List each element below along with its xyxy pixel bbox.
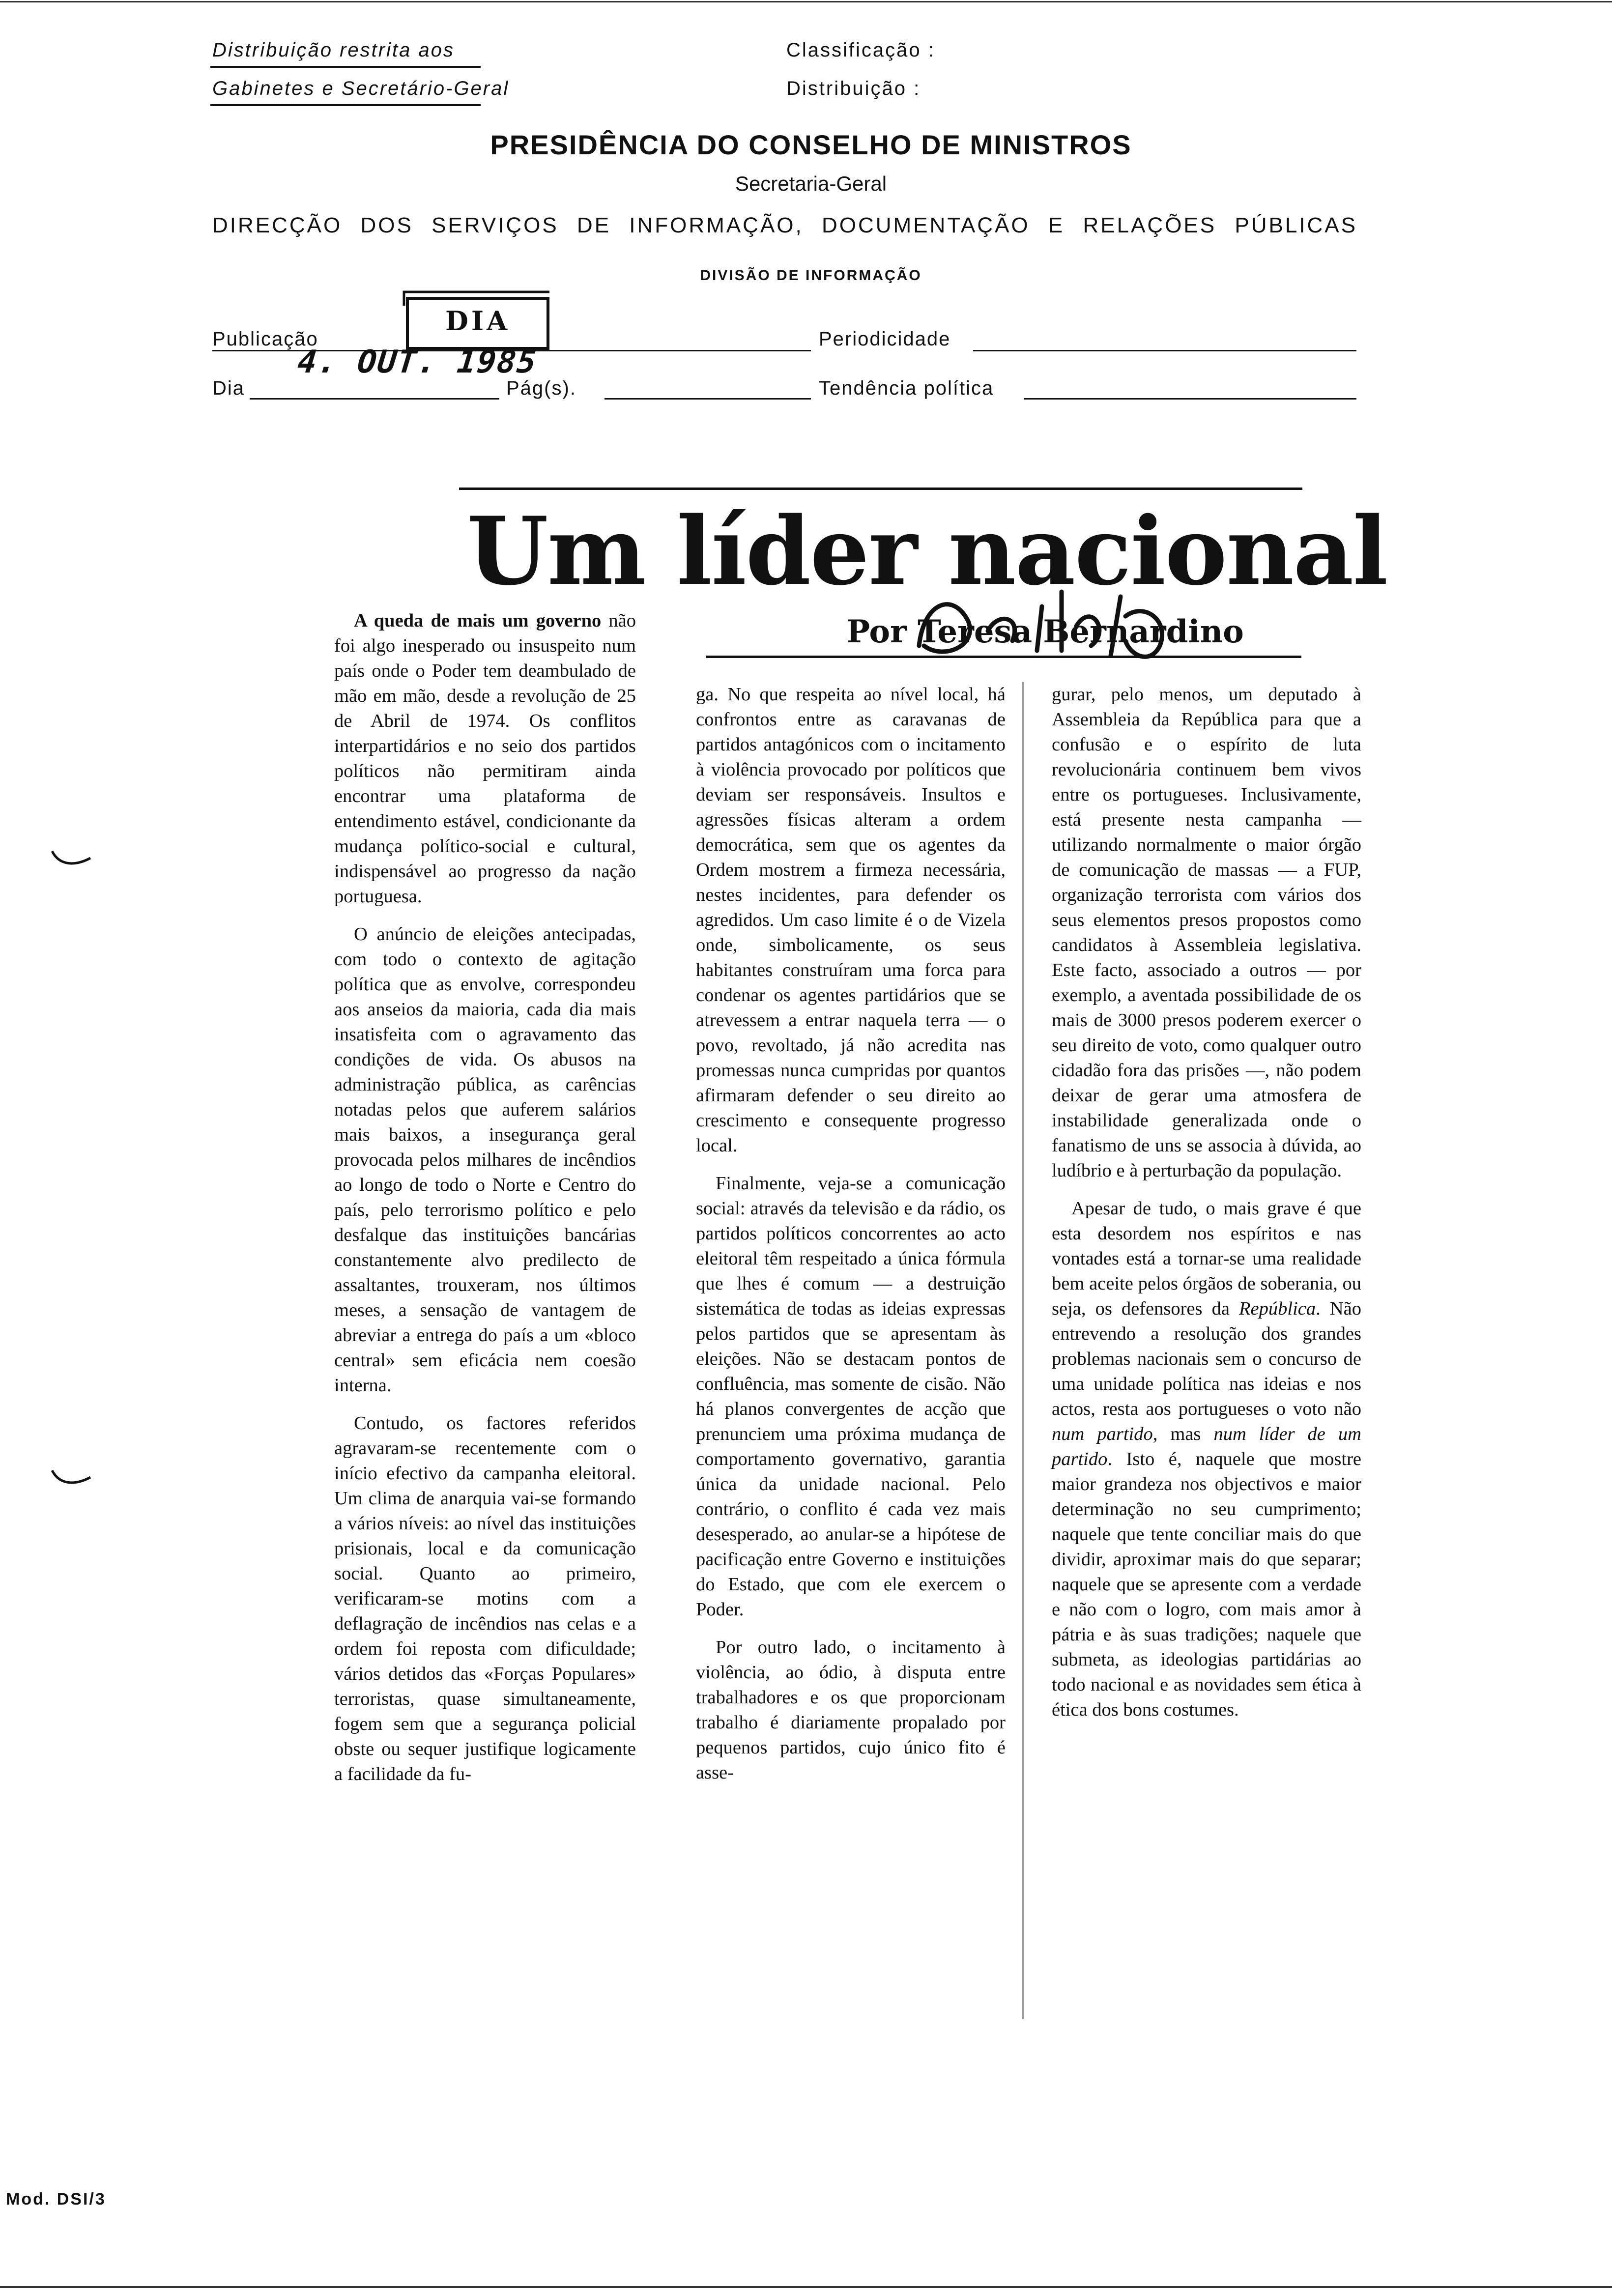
col3-p2-part-a: Apesar de tudo, o mais grave é que esta desordem nos espíritos e nas vontades está a tornar-se uma realidade bem aceite pelos órgãos de soberania, ou seja, os defensores da bbox=[1052, 1198, 1361, 1319]
article-headline: Um líder nacional bbox=[467, 496, 1387, 606]
publicacao-label: Publicação bbox=[212, 328, 318, 350]
dia-date-stamp: 4. OUT. 1985 bbox=[296, 344, 539, 380]
col3-p2-part-b: . Não entrevendo a resolução dos grandes problemas nacionais sem o concurso de uma unidade política nas ideias e nos actos, resta aos portugueses o voto não bbox=[1052, 1298, 1361, 1419]
dia-label: Dia bbox=[212, 377, 245, 399]
article-byline: Por Teresa Bernardino bbox=[846, 613, 1244, 650]
ministry-title: PRESIDÊNCIA DO CONSELHO DE MINISTROS bbox=[490, 129, 1132, 160]
classificacao-label: Classificação : bbox=[786, 39, 935, 61]
dia-line bbox=[250, 398, 499, 400]
periodicidade-line bbox=[973, 350, 1356, 351]
stamp-bracket-icon bbox=[402, 288, 554, 308]
col3-paragraph-2 bbox=[1052, 1196, 1361, 1722]
col2-paragraph-3: Por outro lado, o incitamento à violência, ao ódio, à disputa entre trabalhadores e os que proporcionam trabalho é diariamente propalado por pequenos partidos, cujo único fito é asse- bbox=[696, 1637, 1006, 1783]
col2-paragraph-2: Finalmente, veja-se a comunicação social: através da televisão e da rádio, os partidos políticos concorrentes ao acto eleitoral têm respeitado a única fórmula que lhes é comum — a destruição sistemática de todas as ideias expressas pelos partidos que se apresentam às eleições. Não se destacam pontos de confluência, mas somente de cisão. Não há planos convergentes de acção que prenunciem uma próxima mudança de comportamento governativo, garantia única da unidade nacional. Pelo contrário, o conflito é cada vez mais desesperado, ao anular-se a hipótese de pacificação entre Governo e instituições do Estado, que com ele exercem o Poder. bbox=[696, 1173, 1006, 1620]
restricted-distribution-line1: Distribuição restrita aos bbox=[212, 39, 455, 61]
handwritten-annotation-text bbox=[924, 575, 929, 580]
col2-paragraph-1: ga. No que respeita ao nível local, há confrontos entre as caravanas de partidos antagónicos com o incitamento à violência provocado por políticos que deviam ser responsáveis. Insultos e agressões físicas alteram a ordem democrática, sem que os agentes da Ordem mostrem a firmeza necessária, nestes incidentes, para defender os agredidos. Um caso limite é o de Vizela onde, simbolicamente, os seus habitantes construíram uma forca para condenar os agentes partidários que se atrevessem a entrar naquela terra — o povo, revoltado, já não acredita nas promessas nunca cumpridas por quantos afirmaram defender o seu direito ao crescimento e consequente progresso local. bbox=[696, 684, 1006, 1156]
column-divider bbox=[1022, 682, 1024, 2019]
article-column-3 bbox=[1052, 682, 1361, 1722]
header-divider bbox=[210, 104, 481, 106]
article-column-2 bbox=[696, 682, 1006, 1785]
header-edge-rule bbox=[0, 1, 1612, 2]
divisao-title: DIVISÃO DE INFORMAÇÃO bbox=[700, 267, 922, 284]
headline-top-rule bbox=[459, 488, 1302, 490]
tendencia-line bbox=[1024, 398, 1356, 400]
secretaria-title: Secretaria-Geral bbox=[735, 172, 887, 195]
footer-edge-rule bbox=[0, 2286, 1612, 2288]
publicacao-stamp: DIA bbox=[406, 297, 549, 350]
distribuicao-label: Distribuição : bbox=[786, 78, 921, 99]
col3-p2-part-c: , mas bbox=[1152, 1424, 1214, 1444]
col1-paragraph-2: O anúncio de eleições antecipadas, com todo o contexto de agitação política que as envolve, correspondeu aos anseios da maioria, cada dia mais insatisfeita com o agravamento das condições de vida. Os abusos na administração pública, as carências notadas pelos que auferem salários mais baixos, a insegurança geral provocada pelos milhares de incêndios ao longo de todo o Norte e Centro do país, pelo terrorismo político e pelo desfalque das instituições bancárias constantemente alvo predilecto de assaltantes, trouxeram, nos últimos meses, a sensação de vantagem de abreviar a entrega do país a um «bloco central» sem eficácia nem coesão interna. bbox=[334, 924, 636, 1396]
col1-paragraph-1: não foi algo inesperado ou insuspeito num país onde o Poder tem deambulado de mão em mão, desde a revolução de 25 de Abril de 1974. Os conflitos interpartidários e no seio dos partidos políticos não permitiram ainda encontrar uma plataforma de entendimento estável, condicionante da mudança político-social e cultural, indispensável ao progresso da nação portuguesa. bbox=[334, 610, 636, 907]
periodicidade-label: Periodicidade bbox=[819, 328, 951, 350]
restricted-distribution-line2: Gabinetes e Secretário-Geral bbox=[212, 78, 510, 99]
col3-p2-italic-1: República bbox=[1239, 1298, 1316, 1319]
form-model-code: Mod. DSI/3 bbox=[6, 2190, 106, 2209]
col1-paragraph-3: Contudo, os factores referidos agravaram-se recentemente com o início efectivo da campanha eleitoral. Um clima de anarquia vai-se formando a vários níveis: ao nível das instituições prisionais, local e da comunicação social. Quanto ao primeiro, verificaram-se motins com a deflagração de incêndios nas celas e a ordem foi reposta com dificuldade; vários detidos das «Forças Populares» terroristas, quase simultaneamente, fogem sem que a segurança policial obste ou sequer justifique logicamente a facilidade da fu- bbox=[334, 1413, 636, 1784]
handwritten-annotation-icon bbox=[914, 572, 1189, 675]
pags-line bbox=[604, 398, 811, 400]
tendencia-label: Tendência política bbox=[819, 377, 994, 399]
direccao-title: DIRECÇÃO DOS SERVIÇOS DE INFORMAÇÃO, DOCUMENTAÇÃO E RELAÇÕES PÚBLICAS bbox=[212, 213, 1357, 237]
margin-checkmark-icon bbox=[49, 845, 93, 875]
col3-p2-part-d: . Isto é, naquele que mostre maior grandeza nos objectivos e maior determinação no seu cumprimento; naquele que tente conciliar mais do que dividir, aproximar mais do que separar; naquele que se apresente com a verdade e não com o logro, com mais amor à pátria e às suas tradições; naquele que submeta, as ideologias partidárias ao todo nacional e as novidades sem ética à ética dos bons costumes. bbox=[1052, 1449, 1361, 1720]
col3-p2-italic-2: num partido bbox=[1052, 1424, 1153, 1444]
pags-label: Pág(s). bbox=[506, 377, 576, 399]
header-divider bbox=[210, 66, 481, 68]
col3-p2-italic-3: num líder de um partido bbox=[1052, 1424, 1361, 1469]
margin-checkmark-icon bbox=[49, 1464, 93, 1494]
col3-paragraph-1: gurar, pelo menos, um deputado à Assembleia da República para que a confusão e o espírito de luta revolucionária continuem bem vivos entre os portugueses. Inclusivamente, está presente nesta campanha — utilizando normalmente o maior órgão de comunicação de massas — a FUP, organização terrorista com vários dos seus elementos presos propostos como candidatos à Assembleia legislativa. Este facto, associado a outros — por exemplo, a aventada possibilidade de os mais de 3000 presos poderem exercer o seu direito de voto, como qualquer outro cidadão fora das prisões —, não podem deixar de gerar uma atmosfera de instabilidade generalizada onde o fanatismo de uns se associa à dúvida, ao ludíbrio e à perturbação da população. bbox=[1052, 684, 1361, 1181]
article-lead: A queda de mais um governo bbox=[354, 610, 602, 631]
article-column-1 bbox=[334, 608, 636, 1787]
